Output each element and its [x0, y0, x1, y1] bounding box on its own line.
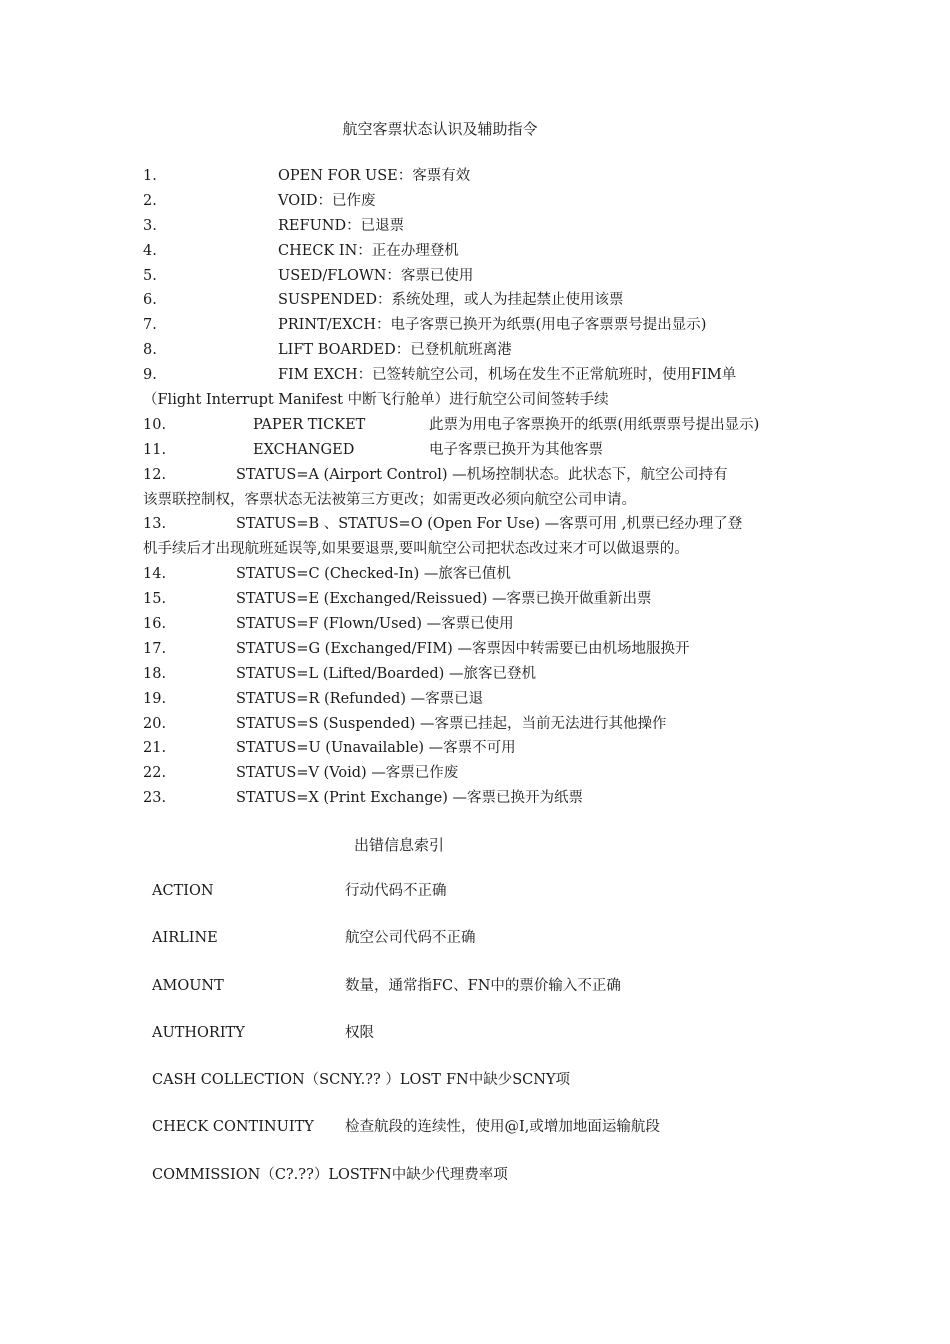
list-item — [143, 612, 823, 637]
item-text: OPEN FOR USE：客票有效 — [278, 168, 471, 184]
item-number: 17. — [143, 640, 167, 657]
status-list — [143, 164, 823, 811]
list-item — [143, 363, 823, 388]
item-text-continuation: 机手续后才出现航班延误等,如果要退票,要叫航空公司把状态改过来才可以做退票的。 — [143, 541, 689, 558]
list-item — [143, 637, 823, 662]
item-text: STATUS=V (Void) —客票已作废 — [236, 765, 459, 782]
list-item-continuation — [143, 388, 823, 413]
item-text: STATUS=G (Exchanged/FIM) —客票因中转需要已由机场地服换开 — [236, 640, 690, 657]
error-description: FN中缺少SCNY项 — [446, 1072, 571, 1089]
error-entry — [152, 975, 852, 1022]
item-number: 10. — [143, 416, 167, 433]
list-item — [143, 761, 823, 786]
item-text: STATUS=X (Print Exchange) —客票已换开为纸票 — [236, 790, 583, 807]
list-item — [143, 214, 823, 239]
error-description: FN中缺少代理费率项 — [369, 1166, 508, 1183]
item-number: 12. — [143, 466, 167, 483]
item-text: STATUS=B 、STATUS=O (Open For Use) —客票可用 ,机票已经办理了登 — [236, 516, 743, 533]
list-item — [143, 587, 823, 612]
error-entry — [152, 880, 852, 927]
item-text: PRINT/EXCH：电子客票已换开为纸票(用电子客票票号提出显示) — [278, 317, 707, 334]
error-code: AUTHORITY — [152, 1024, 245, 1041]
item-number: 23. — [143, 790, 167, 807]
item-number: 1. — [143, 168, 157, 184]
item-number: 3. — [143, 217, 157, 234]
item-text: SUSPENDED：系统处理，或人为挂起禁止使用该票 — [278, 292, 624, 309]
item-number: 11. — [143, 441, 167, 458]
list-item — [143, 338, 823, 363]
error-description: 航空公司代码不正确 — [345, 930, 476, 947]
error-code: CHECK CONTINUITY — [152, 1119, 314, 1136]
item-number: 4. — [143, 242, 157, 259]
item-number: 15. — [143, 591, 167, 608]
item-text: PAPER TICKET — [253, 416, 366, 433]
item-number: 21. — [143, 740, 167, 757]
list-item — [143, 264, 823, 289]
item-number: 19. — [143, 690, 167, 707]
item-number: 13. — [143, 516, 167, 533]
item-text: STATUS=R (Refunded) —客票已退 — [236, 690, 484, 707]
list-item — [143, 512, 823, 537]
error-description: 数量，通常指FC、FN中的票价输入不正确 — [345, 977, 621, 994]
list-item — [143, 562, 823, 587]
item-number: 7. — [143, 317, 157, 334]
item-number: 22. — [143, 765, 167, 782]
item-text: CHECK IN：正在办理登机 — [278, 242, 459, 259]
item-text: STATUS=E (Exchanged/Reissued) —客票已换开做重新出票 — [236, 591, 652, 608]
list-item — [143, 413, 823, 438]
list-item — [143, 687, 823, 712]
item-text: STATUS=S (Suspended) —客票已挂起，当前无法进行其他操作 — [236, 715, 667, 732]
error-code: AIRLINE — [152, 930, 218, 947]
list-item — [143, 239, 823, 264]
item-text: FIM EXCH：已签转航空公司，机场在发生不正常航班时，使用FIM单 — [278, 367, 737, 384]
item-text-continuation: （Flight Interrupt Manifest 中断飞行舱单）进行航空公司间签转手续 — [143, 392, 609, 409]
item-number: 6. — [143, 292, 157, 309]
error-code: ACTION — [152, 883, 214, 899]
item-text: STATUS=F (Flown/Used) —客票已使用 — [236, 616, 514, 633]
item-text: VOID：已作废 — [278, 192, 376, 209]
list-item-continuation — [143, 537, 823, 562]
item-number: 18. — [143, 665, 167, 682]
list-item — [143, 313, 823, 338]
item-text-continuation: 该票联控制权，客票状态无法被第三方更改；如需更改必须向航空公司申请。 — [143, 491, 636, 508]
item-text: LIFT BOARDED：已登机航班离港 — [278, 342, 512, 359]
item-text: STATUS=U (Unavailable) —客票不可用 — [236, 740, 516, 757]
item-text: STATUS=A (Airport Control) —机场控制状态。此状态下，航空公司持有 — [236, 466, 728, 483]
item-description: 此票为用电子客票换开的纸票(用纸票票号提出显示) — [429, 416, 760, 433]
item-number: 8. — [143, 342, 157, 359]
error-index-list — [152, 880, 852, 1211]
item-number: 16. — [143, 616, 167, 633]
error-description: 权限 — [345, 1024, 374, 1041]
error-entry — [152, 1069, 852, 1116]
list-item — [143, 164, 823, 189]
item-number: 5. — [143, 267, 157, 284]
list-item-continuation — [143, 488, 823, 513]
list-item — [143, 662, 823, 687]
item-number: 2. — [143, 192, 157, 209]
list-item — [143, 288, 823, 313]
page-title: 航空客票状态认识及辅助指令 — [342, 120, 538, 138]
list-item — [143, 189, 823, 214]
error-entry — [152, 1116, 852, 1163]
error-index-title: 出错信息索引 — [354, 836, 445, 854]
item-number: 20. — [143, 715, 167, 732]
error-code: COMMISSION（C?.??）LOST — [152, 1166, 370, 1183]
item-description: 电子客票已换开为其他客票 — [429, 441, 603, 458]
error-description: 行动代码不正确 — [345, 883, 447, 899]
error-code: AMOUNT — [152, 977, 224, 994]
list-item — [143, 463, 823, 488]
list-item — [143, 712, 823, 737]
error-entry — [152, 1022, 852, 1069]
list-item — [143, 786, 823, 811]
list-item — [143, 736, 823, 761]
error-description: 检查航段的连续性，使用@I,或增加地面运输航段 — [345, 1119, 660, 1136]
item-text: STATUS=C (Checked-In) —旅客已值机 — [236, 566, 511, 583]
item-text: USED/FLOWN：客票已使用 — [278, 267, 474, 284]
error-entry — [152, 1164, 852, 1211]
error-code: CASH COLLECTION（SCNY.?? ）LOST — [152, 1072, 441, 1089]
item-number: 9. — [143, 367, 157, 384]
item-number: 14. — [143, 566, 167, 583]
list-item — [143, 438, 823, 463]
error-entry — [152, 927, 852, 974]
item-text: REFUND：已退票 — [278, 217, 405, 234]
item-text: STATUS=L (Lifted/Boarded) —旅客已登机 — [236, 665, 536, 682]
item-text: EXCHANGED — [253, 441, 355, 458]
